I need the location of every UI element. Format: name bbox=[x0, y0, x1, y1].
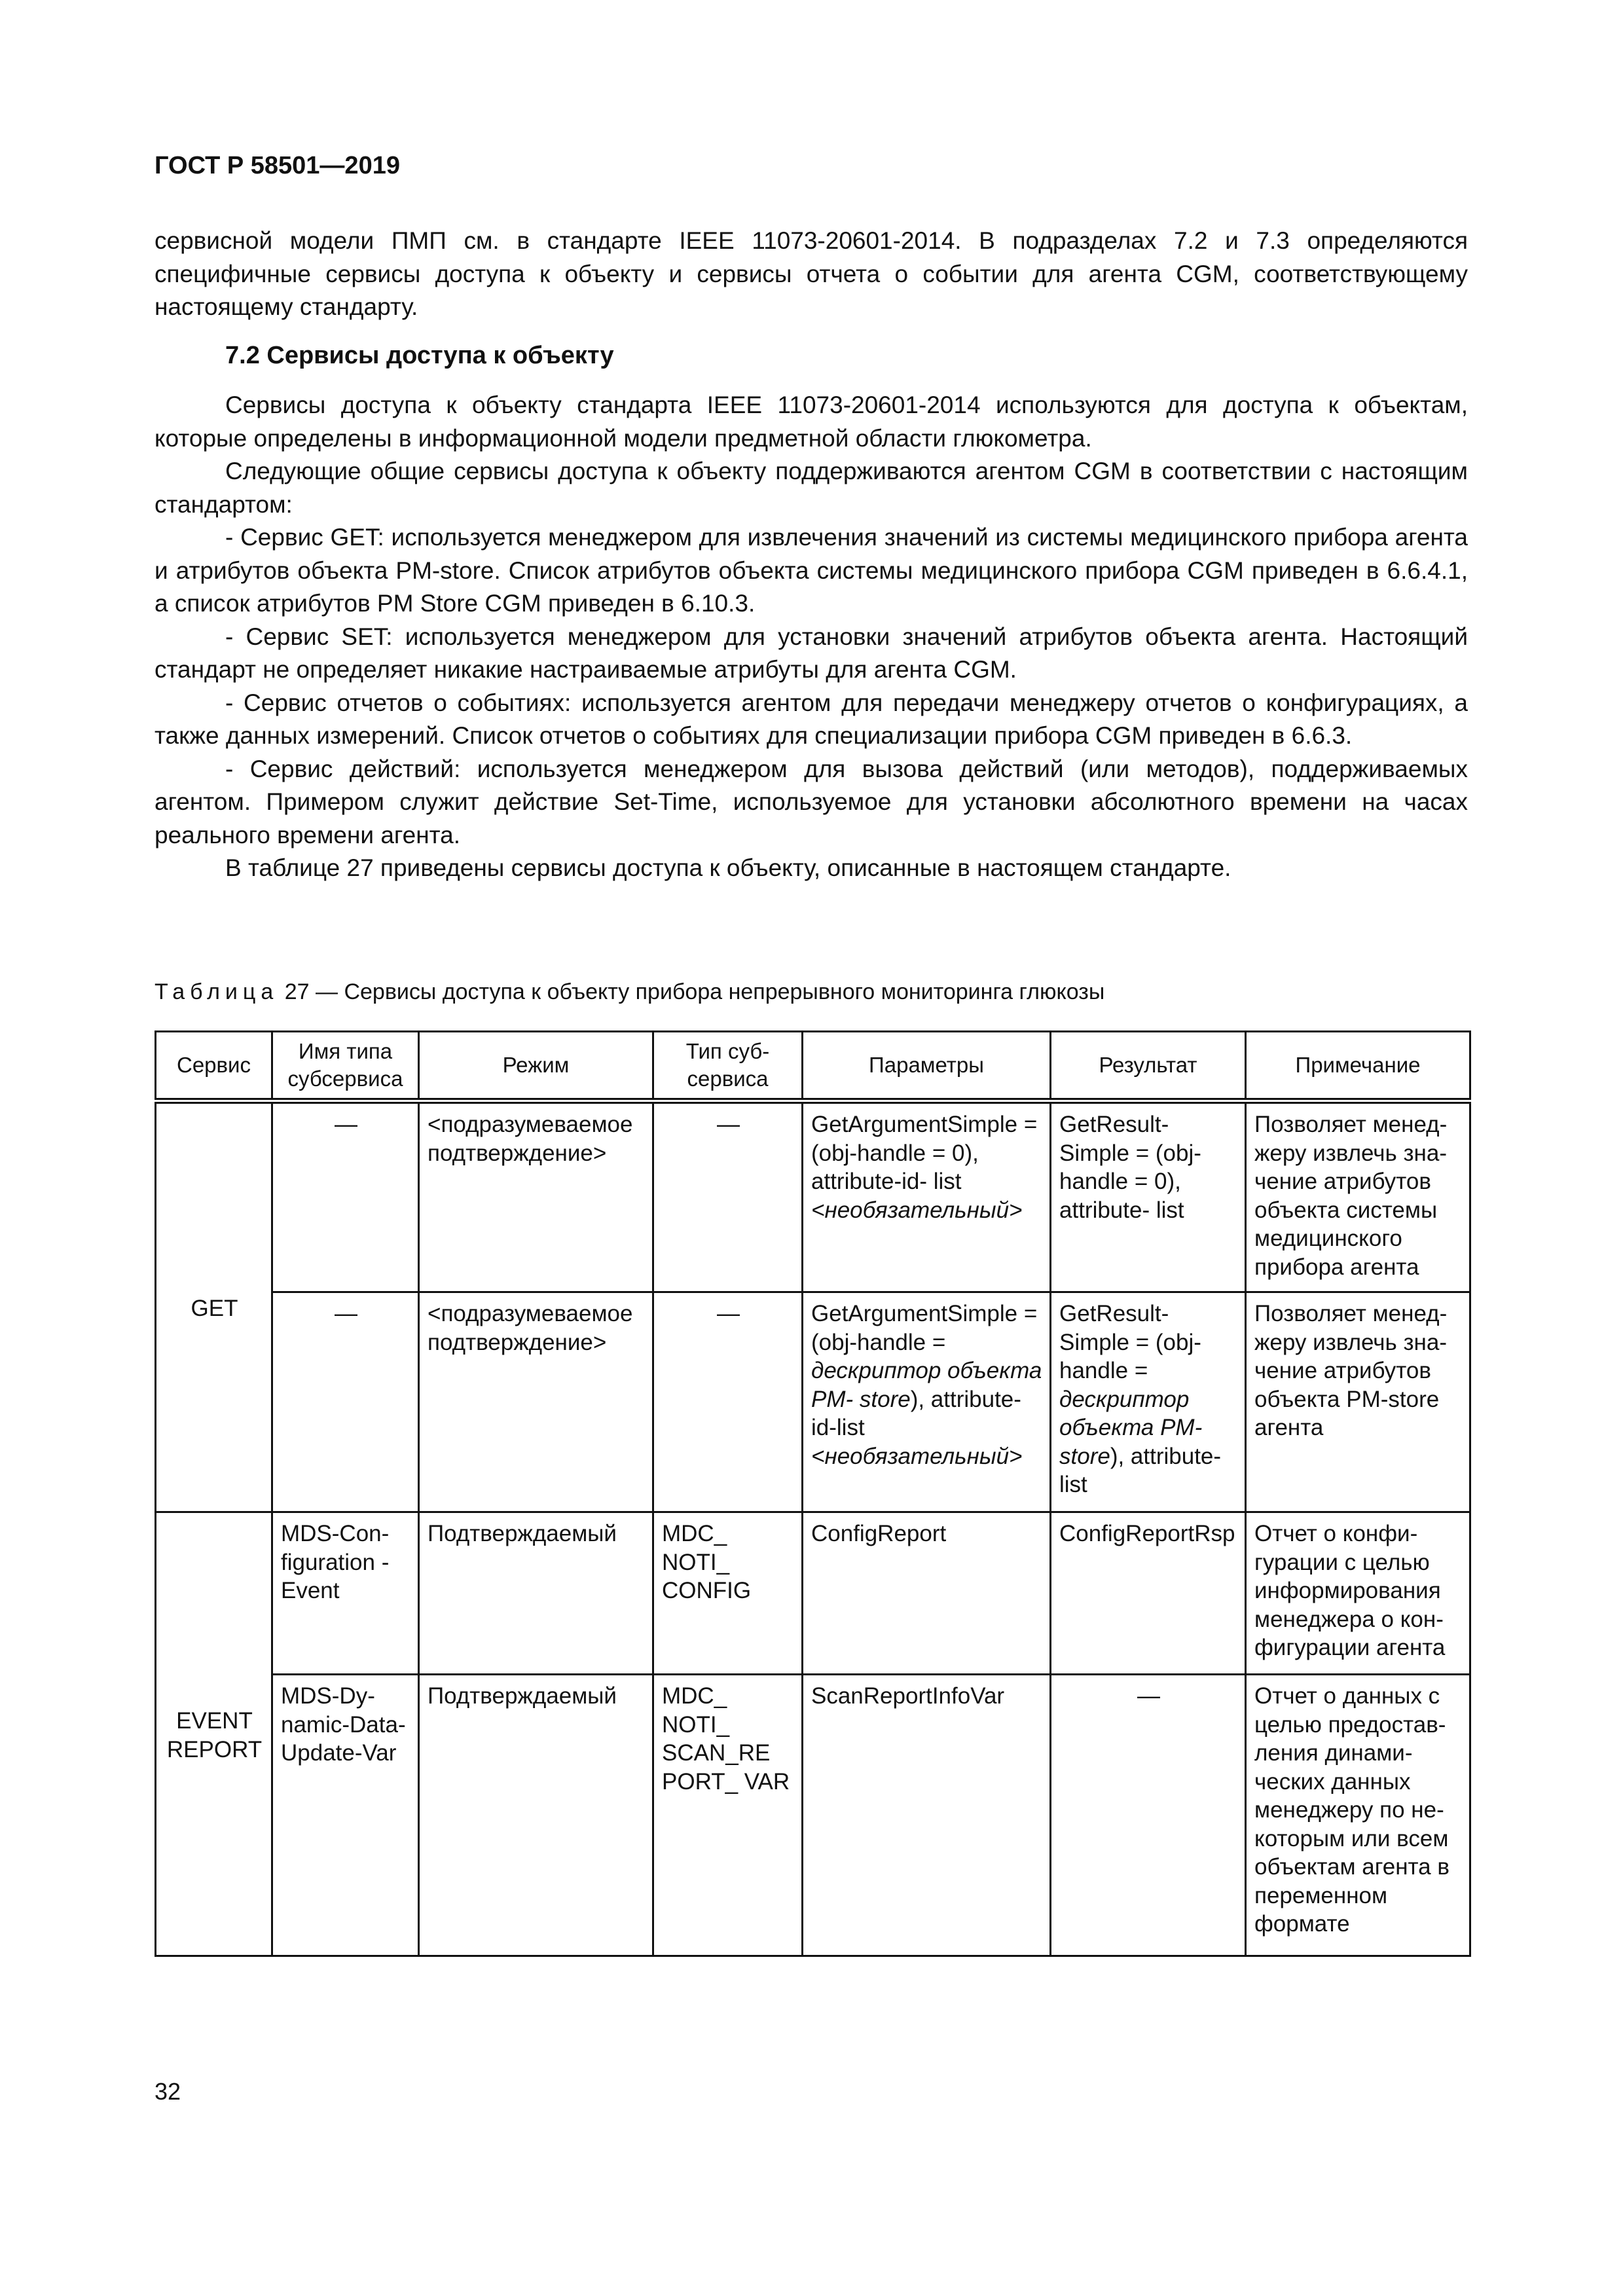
service-cell: EVENT REPORT bbox=[156, 1512, 272, 1956]
subtype-name-cell: — bbox=[272, 1101, 419, 1292]
subtype-cell: — bbox=[653, 1292, 803, 1512]
params-part: ), attribute-id-list bbox=[811, 1386, 1021, 1440]
note-cell: Отчет о конфигурации с целью информирования менеджера о конфигурации агента bbox=[1246, 1512, 1470, 1675]
services-table bbox=[155, 1030, 1471, 1957]
header-cell: Имя типа субсервиса bbox=[272, 1032, 419, 1101]
document-header: ГОСТ Р 58501—2019 bbox=[155, 152, 400, 179]
result-italic: дескриптор объекта PM-store bbox=[1059, 1386, 1203, 1469]
section-body bbox=[155, 389, 1468, 885]
header-cell: Режим bbox=[419, 1032, 653, 1101]
list-item-action: - Сервис действий: используется менеджером для вызова действий (или методов), поддерживаемых агентом. Примером служит действие Set-Time, используемое для установки абсолютного времени на часах реального времени агента. bbox=[155, 755, 1468, 848]
result-part: ), attribute-list bbox=[1059, 1443, 1222, 1497]
params-part: GetArgumentSimple = (obj-handle = bbox=[811, 1301, 1038, 1355]
header-cell: Результат bbox=[1051, 1032, 1246, 1101]
list-item-event-report: - Сервис отчетов о событиях: используется агентом для передачи менеджеру отчетов о конфигурациях, а также данных измерений. Список отчетов о событиях для специализации прибора CGM приведен в 6.6.3. bbox=[155, 689, 1468, 749]
table-row bbox=[156, 1675, 1470, 1956]
params-optional: <необязательный> bbox=[811, 1197, 1023, 1223]
intro-paragraph bbox=[155, 225, 1468, 324]
header-cell: Сервис bbox=[156, 1032, 272, 1101]
table-header-row bbox=[156, 1032, 1470, 1101]
note-cell: Позволяет менеджеру извлечь значение атрибутов объекта PM-store агента bbox=[1246, 1292, 1470, 1512]
params-italic: дескриптор объекта PM- store bbox=[811, 1358, 1042, 1412]
paragraph: Сервисы доступа к объекту стандарта IEEE 11073-20601-2014 используются для доступа к объектам, которые определены в информационной модели предметной области глюкометра. bbox=[155, 392, 1468, 452]
result-cell: ConfigReportRsp bbox=[1051, 1512, 1246, 1675]
paragraph: В таблице 27 приведены сервисы доступа к объекту, описанные в настоящем стандарте. bbox=[225, 854, 1231, 881]
subtype-cell: MDC_ NOTI_ SCAN_RE PORT_ VAR bbox=[653, 1675, 803, 1956]
table-row bbox=[156, 1512, 1470, 1675]
header-cell: Примечание bbox=[1246, 1032, 1470, 1101]
page-number: 32 bbox=[155, 2078, 181, 2105]
mode-cell: <подразумеваемое подтверждение> bbox=[419, 1292, 653, 1512]
section-title: 7.2 Сервисы доступа к объекту bbox=[225, 342, 614, 369]
subtype-name-cell: — bbox=[272, 1292, 419, 1512]
note-cell: Отчет о данных с целью предоставления динамических данных менеджеру по некоторым или всем объектам агента в переменном формате bbox=[1246, 1675, 1470, 1956]
mode-cell: <подразумеваемое подтверждение> bbox=[419, 1101, 653, 1292]
mode-cell: Подтверждаемый bbox=[419, 1512, 653, 1675]
list-item-set: - Сервис SET: используется менеджером для установки значений атрибутов объекта агента. Настоящий стандарт не определяет никакие настраиваемые атрибуты для агента CGM. bbox=[155, 623, 1468, 683]
table-caption-label: Таблица bbox=[155, 979, 279, 1004]
result-cell: GetResult-Simple = (obj-handle = 0), attribute- list bbox=[1051, 1101, 1246, 1292]
result-cell: — bbox=[1051, 1675, 1246, 1956]
params-cell bbox=[803, 1101, 1051, 1292]
params-cell bbox=[803, 1292, 1051, 1512]
intro-text: сервисной модели ПМП см. в стандарте IEEE 11073-20601-2014. В подразделах 7.2 и 7.3 определяются специфичные сервисы доступа к объекту и сервисы отчета о событии для агента CGM, соответствующему настоящему стандарту. bbox=[155, 227, 1468, 320]
list-item-get: - Сервис GET: используется менеджером для извлечения значений из системы медицинского прибора агента и атрибутов объекта PM-store. Список атрибутов объекта системы медицинского прибора CGM приведен в 6.6.4.1, а список атрибутов PM Store CGM приведен в 6.10.3. bbox=[155, 524, 1468, 617]
subtype-cell: — bbox=[653, 1101, 803, 1292]
result-cell bbox=[1051, 1292, 1246, 1512]
table-caption bbox=[155, 979, 1104, 1005]
service-cell: GET bbox=[156, 1101, 272, 1512]
params-optional: <необязательный> bbox=[811, 1443, 1023, 1469]
table-row bbox=[156, 1292, 1470, 1512]
subtype-name-cell: MDS-Configuration -Event bbox=[272, 1512, 419, 1675]
header-cell: Тип субсервиса bbox=[653, 1032, 803, 1101]
params-cell: ConfigReport bbox=[803, 1512, 1051, 1675]
note-cell: Позволяет менеджеру извлечь значение атрибутов объекта системы медицинского прибора агента bbox=[1246, 1101, 1470, 1292]
table-caption-text: 27 — Сервисы доступа к объекту прибора непрерывного мониторинга глюкозы bbox=[278, 979, 1105, 1004]
paragraph: Следующие общие сервисы доступа к объекту поддерживаются агентом CGM в соответствии с настоящим стандартом: bbox=[155, 458, 1468, 518]
result-part: GetResult-Simple = (obj-handle = bbox=[1059, 1301, 1201, 1383]
params-cell: ScanReportInfoVar bbox=[803, 1675, 1051, 1956]
subtype-name-cell: MDS-Dynamic-Data-Update-Var bbox=[272, 1675, 419, 1956]
params-text: GetArgumentSimple = (obj-handle = 0), attribute-id- list bbox=[811, 1112, 1038, 1194]
subtype-cell: MDC_ NOTI_ CONFIG bbox=[653, 1512, 803, 1675]
header-cell: Параметры bbox=[803, 1032, 1051, 1101]
mode-cell: Подтверждаемый bbox=[419, 1675, 653, 1956]
table-row bbox=[156, 1101, 1470, 1292]
